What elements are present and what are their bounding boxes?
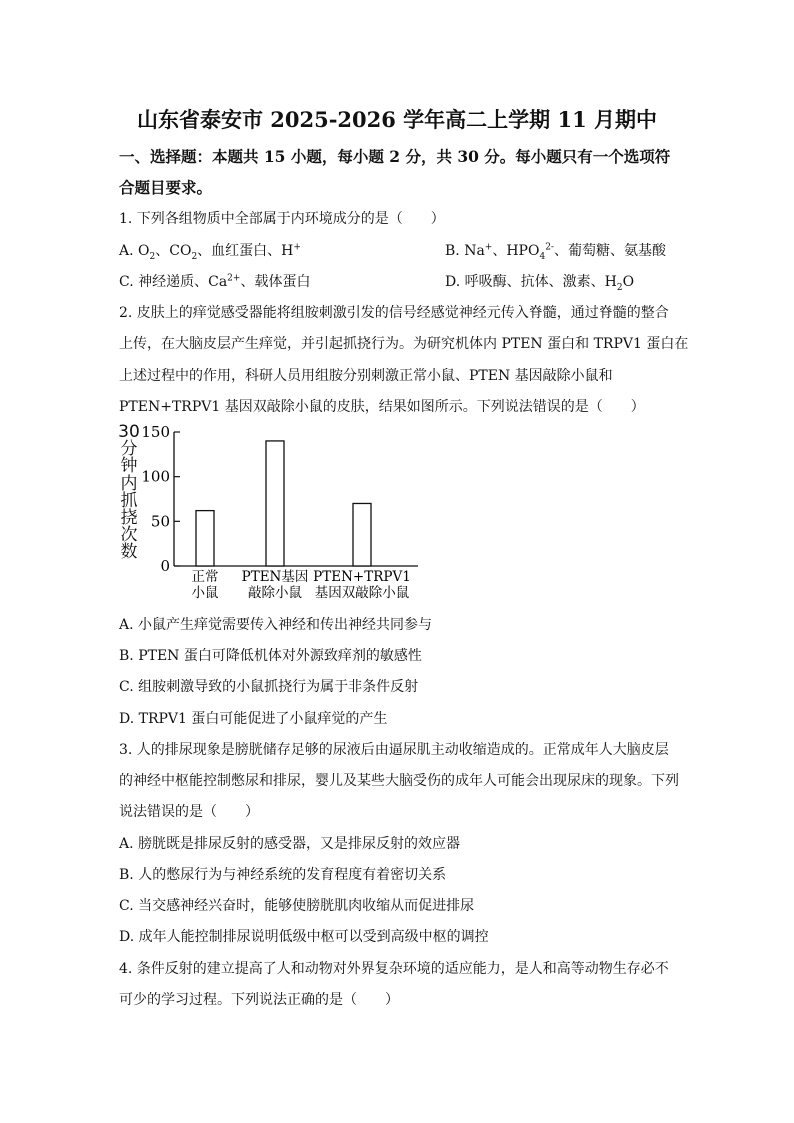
question-3-option-b: B. 人的憋尿行为与神经系统的发育程度有着密切关系: [119, 867, 447, 883]
question-2-stem-line1: 2. 皮肤上的痒觉感受器能将组胺刺激引发的信号经感觉神经元传入脊髓，通过脊髓的整合: [119, 305, 669, 321]
question-2-option-c: C. 组胺刺激导致的小鼠抓挠行为属于非条件反射: [119, 679, 419, 695]
question-2-stem-line4: PTEN+TRPV1 基因双敲除小鼠的皮肤，结果如图所示。下列说法错误的是（ ）: [119, 399, 645, 415]
question-2-option-b: B. PTEN 蛋白可降低机体对外源致痒剂的敏感性: [119, 648, 422, 664]
question-4-stem-line2: 可少的学习过程。下列说法正确的是（ ）: [119, 992, 399, 1008]
section-heading-line1: 一、选择题：本题共 15 小题，每小题 2 分，共 30 分。每小题只有一个选项符: [119, 147, 671, 166]
y-tick-label: 100: [141, 467, 170, 486]
question-1-option-a: A. $O_2$、$CO_2$、血红蛋白、H+: [119, 242, 301, 262]
bar: [196, 511, 214, 566]
x-category-label: PTEN+TRPV1: [313, 569, 411, 585]
question-2-option-a: A. 小鼠产生痒觉需要传入神经和传出神经共同参与: [119, 617, 433, 633]
question-1-option-d: D. 呼吸酶、抗体、激素、$H_2O$: [445, 274, 635, 293]
section-heading-line2: 合题目要求。: [119, 178, 213, 197]
x-category-label: PTEN基因: [241, 569, 309, 585]
question-2-option-d: D. TRPV1 蛋白可能促进了小鼠痒觉的产生: [119, 711, 388, 727]
y-tick-label: 0: [160, 557, 170, 575]
question-1-stem: 1. 下列各组物质中全部属于内环境成分的是（ ）: [119, 211, 445, 227]
bar-chart: [118, 420, 438, 610]
x-category-label: 小鼠: [191, 585, 219, 601]
y-tick-label: 150: [141, 423, 170, 441]
question-3-option-d: D. 成年人能控制排尿说明低级中枢可以受到高级中枢的调控: [119, 929, 489, 945]
x-category-label: 敲除小鼠: [248, 585, 302, 601]
question-3-stem-line2: 的神经中枢能控制憋尿和排尿，婴儿及某些大脑受伤的成年人可能会出现尿床的现象。下列: [119, 773, 679, 789]
question-3-option-c: C. 当交感神经兴奋时，能够使膀胱肌肉收缩从而促进排尿: [119, 898, 475, 914]
question-2-stem-line3: 上述过程中的作用，科研人员用组胺分别刺激正常小鼠、PTEN 基因敲除小鼠和: [119, 368, 613, 384]
question-3-stem-line3: 说法错误的是（ ）: [119, 804, 259, 820]
x-category-label: 正常: [191, 569, 219, 585]
question-1-option-b: B. Na+、$HPO_4^{2-}$、葡萄糖、氨基酸: [445, 242, 666, 262]
question-3-option-a: A. 膀胱既是排尿反射的感受器，又是排尿反射的效应器: [119, 836, 461, 852]
y-tick-label: 50: [150, 512, 170, 531]
question-4-stem-line1: 4. 条件反射的建立提高了人和动物对外界复杂环境的适应能力，是人和高等动物生存必不: [119, 961, 669, 977]
question-1-option-c: C. 神经递质、$Ca^{2+}$、载体蛋白: [119, 273, 311, 290]
x-category-label: 基因双敲除小鼠: [314, 585, 410, 601]
bar: [353, 503, 371, 566]
question-2-stem-line2: 上传，在大脑皮层产生痒觉，并引起抓挠行为。为研究机体内 PTEN 蛋白和 TRPV1 蛋白在: [119, 336, 689, 352]
chart-y-axis-label: 30分钟内抓挠次数: [118, 422, 140, 563]
bar: [266, 441, 284, 566]
question-3-stem-line1: 3. 人的排尿现象是膀胱储存足够的尿液后由逼尿肌主动收缩造成的。正常成年人大脑皮层: [119, 742, 669, 758]
page-title: 山东省泰安市 2025-2026 学年高二上学期 11 月期中: [136, 107, 658, 132]
